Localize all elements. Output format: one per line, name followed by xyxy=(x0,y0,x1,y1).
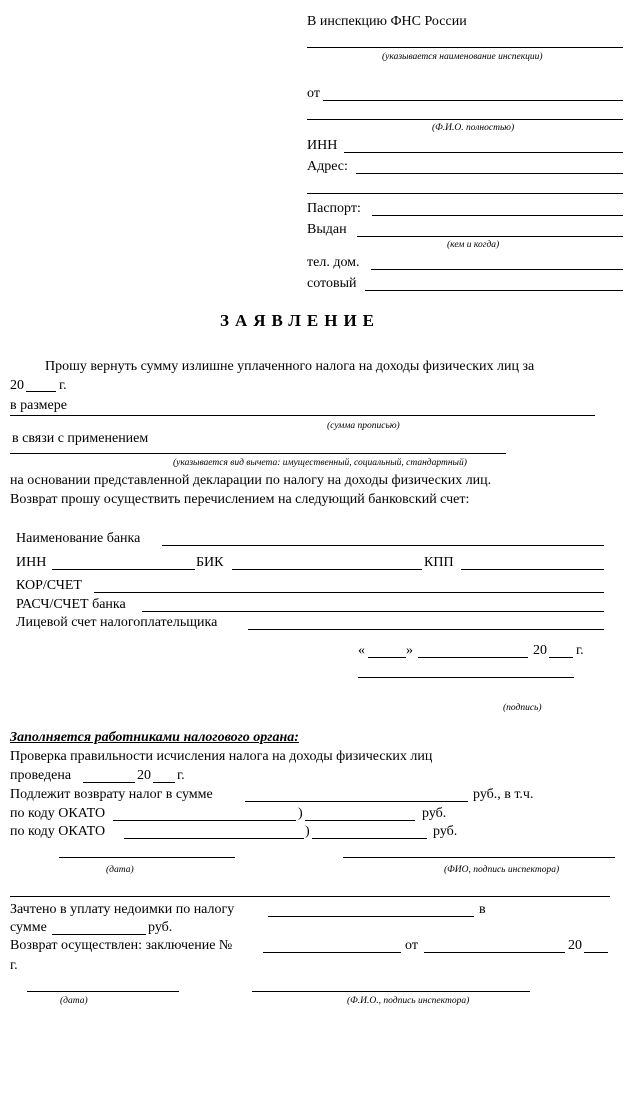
from-name-line-2[interactable] xyxy=(307,119,623,120)
home-phone-line[interactable] xyxy=(371,269,623,270)
date-line-2[interactable] xyxy=(27,991,179,992)
done-year-line[interactable] xyxy=(153,782,175,783)
date-line-1[interactable] xyxy=(59,857,235,858)
conclusion-number-line[interactable] xyxy=(263,952,401,953)
done-suffix: г. xyxy=(177,768,185,783)
deduction-line[interactable] xyxy=(10,453,506,454)
amount-line[interactable] xyxy=(10,415,595,416)
okato-sum-line-2[interactable] xyxy=(312,838,427,839)
bank-name-line[interactable] xyxy=(162,545,604,546)
from-label: от xyxy=(307,86,320,101)
sum-line[interactable] xyxy=(52,934,146,935)
inspector-hint-2: (Ф.И.О., подпись инспектора) xyxy=(347,996,470,1006)
okato-paren-1: ) xyxy=(298,806,303,821)
inspector-line-2[interactable] xyxy=(252,991,530,992)
date-year-line[interactable] xyxy=(549,657,573,658)
date-month-line[interactable] xyxy=(418,657,528,658)
done-year: 20 xyxy=(137,768,151,783)
sum-label: сумме xyxy=(10,920,47,935)
document-title: ЗАЯВЛЕНИЕ xyxy=(220,311,381,330)
year-suffix: г. xyxy=(59,378,67,393)
basis-line: на основании представленной декларации по налогу на доходы физических лиц. xyxy=(10,473,492,488)
refund-due-label: Подлежит возврату налог в сумме xyxy=(10,787,213,802)
passport-line[interactable] xyxy=(372,215,623,216)
signature-hint: (подпись) xyxy=(503,703,542,713)
date-year-suffix: г. xyxy=(576,643,584,658)
inspection-hint: (указывается наименование инспекции) xyxy=(382,52,543,62)
kor-label: КОР/СЧЕТ xyxy=(16,578,82,593)
okato-sum-line-1[interactable] xyxy=(305,820,415,821)
address-line-2[interactable] xyxy=(307,193,623,194)
year-line[interactable] xyxy=(26,391,56,392)
credited-label: Зачтено в уплату недоимки по налогу xyxy=(10,902,235,917)
date-day-line[interactable] xyxy=(368,657,406,658)
recipient-inspection-label: В инспекцию ФНС России xyxy=(307,14,467,29)
inspector-line-1[interactable] xyxy=(343,857,615,858)
inn-line[interactable] xyxy=(344,152,623,153)
refund-due-line[interactable] xyxy=(245,801,468,802)
done-prefix: проведена xyxy=(10,768,72,783)
date-quote-close: » xyxy=(406,643,413,658)
okato-paren-2: ) xyxy=(305,824,310,839)
bank-inn-line[interactable] xyxy=(52,569,195,570)
rasch-line[interactable] xyxy=(142,611,604,612)
kpp-line[interactable] xyxy=(461,569,604,570)
refund-line: Возврат прошу осуществить перечислением на следующий банковский счет: xyxy=(10,492,470,507)
from-word: от xyxy=(405,938,418,953)
date-year-prefix: 20 xyxy=(533,643,547,658)
address-line[interactable] xyxy=(356,173,623,174)
home-phone-label: тел. дом. xyxy=(307,255,360,270)
conclusion-year-prefix: 20 xyxy=(568,938,582,953)
kor-line[interactable] xyxy=(94,592,604,593)
okato-label-1: по коду ОКАТО xyxy=(10,806,106,821)
inn-label: ИНН xyxy=(307,138,338,153)
fio-hint: (Ф.И.О. полностью) xyxy=(432,123,515,133)
mobile-line[interactable] xyxy=(365,290,623,291)
amount-hint: (сумма прописью) xyxy=(327,421,400,431)
amount-label: в размере xyxy=(10,398,67,413)
okato-rub-1: руб. xyxy=(422,806,447,821)
deduction-label: в связи с применением xyxy=(12,431,149,446)
refund-due-suffix: руб., в т.ч. xyxy=(473,787,534,802)
year-prefix: 20 xyxy=(10,378,24,393)
check-line: Проверка правильности исчисления налога на доходы физических лиц xyxy=(10,749,433,764)
address-label: Адрес: xyxy=(307,159,348,174)
okato-label-2: по коду ОКАТО xyxy=(10,824,106,839)
request-line: Прошу вернуть сумму излишне уплаченного налога на доходы физических лиц за xyxy=(45,359,535,374)
kpp-label: КПП xyxy=(424,555,454,570)
mobile-label: сотовый xyxy=(307,276,357,291)
date-quote-open: « xyxy=(358,643,365,658)
refund-done-label: Возврат осуществлен: заключение № xyxy=(10,938,233,953)
deduction-hint: (указывается вид вычета: имущественный, социальный, стандартный) xyxy=(173,458,467,468)
okato-code-line-1[interactable] xyxy=(113,820,296,821)
bank-name-label: Наименование банка xyxy=(16,531,141,546)
date-hint-1: (дата) xyxy=(106,865,134,875)
inspection-name-line[interactable] xyxy=(307,47,623,48)
sum-rub: руб. xyxy=(148,920,173,935)
office-heading: Заполняется работниками налогового органа: xyxy=(10,730,299,745)
rasch-label: РАСЧ/СЧЕТ банка xyxy=(16,597,126,612)
date-hint-2: (дата) xyxy=(60,996,88,1006)
okato-rub-2: руб. xyxy=(433,824,458,839)
bank-inn-label: ИНН xyxy=(16,555,47,570)
issued-line[interactable] xyxy=(357,236,623,237)
issued-hint: (кем и когда) xyxy=(447,240,500,250)
issued-label: Выдан xyxy=(307,222,347,237)
conclusion-year-suffix: г. xyxy=(10,958,18,973)
personal-account-label: Лицевой счет налогоплательщика xyxy=(16,615,218,630)
from-name-line[interactable] xyxy=(323,100,623,101)
done-date-line[interactable] xyxy=(83,782,135,783)
personal-account-line[interactable] xyxy=(248,629,604,630)
separator-line xyxy=(10,896,610,897)
signature-line[interactable] xyxy=(358,677,574,678)
conclusion-date-line[interactable] xyxy=(424,952,565,953)
okato-code-line-2[interactable] xyxy=(124,838,304,839)
credited-in: в xyxy=(479,902,486,917)
conclusion-year-line[interactable] xyxy=(584,952,608,953)
bik-label: БИК xyxy=(196,555,224,570)
bik-line[interactable] xyxy=(232,569,422,570)
inspector-hint-1: (ФИО, подпись инспектора) xyxy=(444,865,560,875)
passport-label: Паспорт: xyxy=(307,201,361,216)
credited-line[interactable] xyxy=(268,916,474,917)
